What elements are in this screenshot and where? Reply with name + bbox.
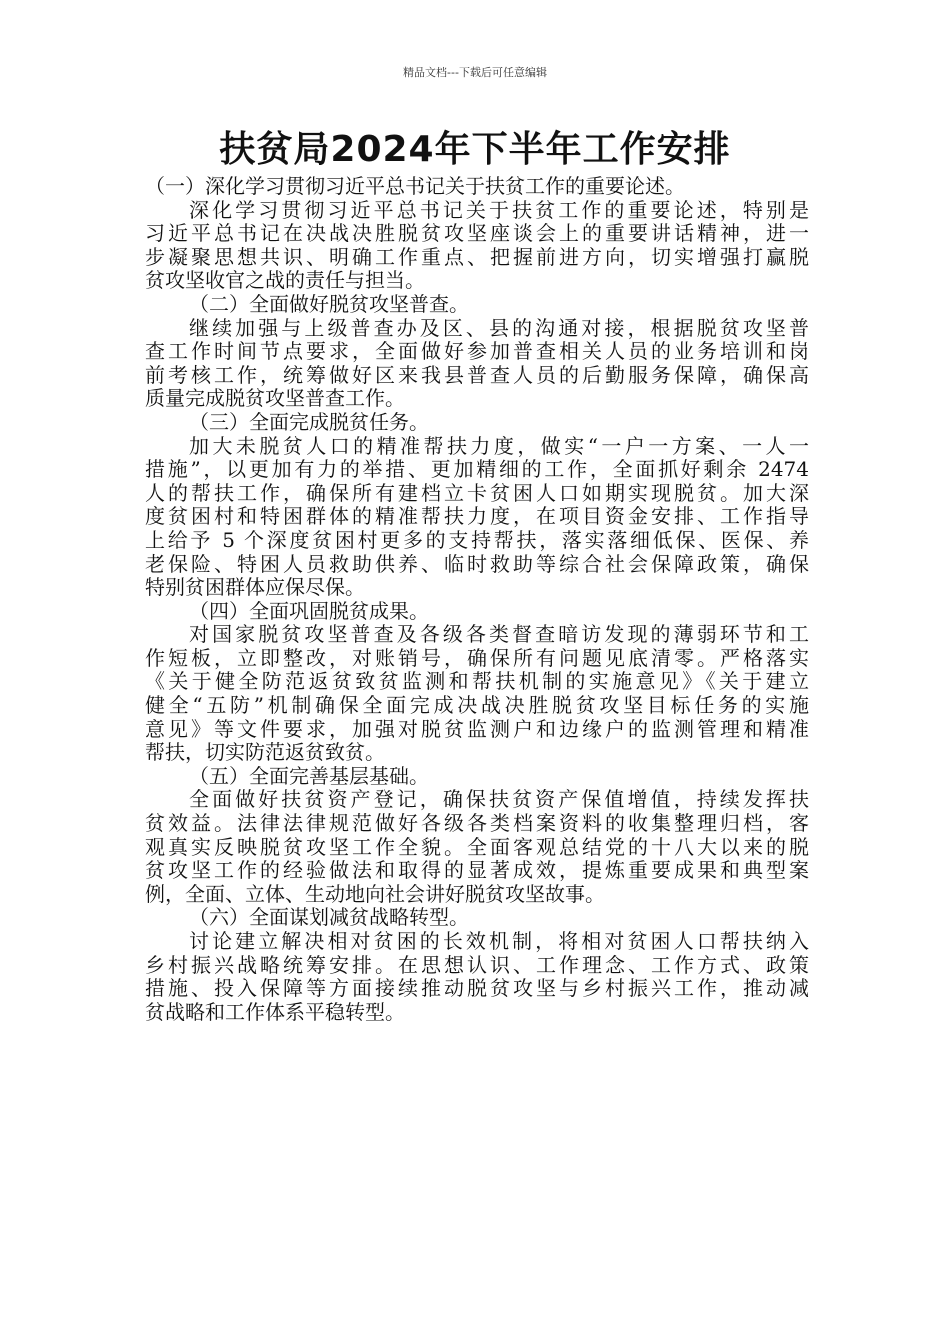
- paragraph-line: 例，全面、立体、生动地向社会讲好脱贫攻坚故事。: [145, 882, 605, 906]
- paragraph-line: 继续加强与上级普查办及区、县的沟通对接，根据脱贫攻坚普: [189, 316, 809, 340]
- paragraph-line: 查工作时间节点要求，全面做好参加普查相关人员的业务培训和岗: [145, 340, 809, 364]
- paragraph-line: 讨论建立解决相对贫困的长效机制，将相对贫困人口帮扶纳入: [189, 930, 809, 953]
- paragraph-line: 帮扶，切实防范返贫致贫。: [145, 741, 385, 765]
- section-heading: （三）全面完成脱贫任务。: [189, 410, 429, 434]
- section-heading: （二）全面做好脱贫攻坚普查。: [189, 292, 469, 316]
- page-title: 扶贫局2024年下半年工作安排: [219, 129, 731, 170]
- document-body: [145, 175, 809, 1024]
- paragraph-line: 贫战略和工作体系平稳转型。: [145, 1000, 405, 1024]
- paragraph-line: 贫攻坚工作的经验做法和取得的显著成效，提炼重要成果和典型案: [145, 859, 809, 883]
- paragraph-line: 度贫困村和特困群体的精准帮扶力度，在项目资金安排、工作指导: [145, 505, 809, 529]
- paragraph-line: 上给予 5 个深度贫困村更多的支持帮扶，落实落细低保、医保、养: [145, 528, 809, 552]
- section-heading: （五）全面完善基层基础。: [189, 764, 429, 788]
- section-heading: （一）深化学习贯彻习近平总书记关于扶贫工作的重要论述。: [145, 175, 685, 198]
- paragraph-line: 前考核工作，统筹做好区来我县普查人员的后勤服务保障，确保高: [145, 363, 809, 387]
- paragraph-line: 老保险、特困人员救助供养、临时救助等综合社会保障政策，确保: [145, 552, 809, 576]
- section-heading: （四）全面巩固脱贫成果。: [189, 599, 429, 623]
- paragraph-line: 全面做好扶贫资产登记，确保扶贫资产保值增值，持续发挥扶: [189, 788, 809, 812]
- paragraph-line: 作短板，立即整改，对账销号，确保所有问题见底清零。严格落实: [145, 646, 809, 670]
- paragraph-line: 贫效益。法律法律规范做好各级各类档案资料的收集整理归档，客: [145, 812, 809, 836]
- paragraph-line: 贫攻坚收官之战的责任与担当。: [145, 269, 425, 293]
- paragraph-line: 措施、投入保障等方面接续推动脱贫攻坚与乡村振兴工作，推动减: [145, 977, 809, 1001]
- header-note: 精品文档---下载后可任意编辑: [403, 66, 547, 79]
- paragraph-line: 深化学习贯彻习近平总书记关于扶贫工作的重要论述，特别是: [189, 198, 809, 222]
- paragraph-line: 习近平总书记在决战决胜脱贫攻坚座谈会上的重要讲话精神，进一: [145, 222, 809, 246]
- paragraph-line: 对国家脱贫攻坚普查及各级各类督查暗访发现的薄弱环节和工: [189, 623, 809, 647]
- paragraph-line: 加大未脱贫人口的精准帮扶力度，做实“一户一方案、一人一: [189, 434, 809, 458]
- paragraph-line: 措施”，以更加有力的举措、更加精细的工作，全面抓好剩余 2474: [145, 458, 809, 482]
- paragraph-line: 质量完成脱贫攻坚普查工作。: [145, 387, 405, 411]
- paragraph-line: 特别贫困群体应保尽保。: [145, 576, 365, 600]
- paragraph-line: 人的帮扶工作，确保所有建档立卡贫困人口如期实现脱贫。加大深: [145, 481, 809, 505]
- section-heading: （六）全面谋划减贫战略转型。: [189, 906, 469, 930]
- paragraph-line: 《关于健全防范返贫致贫监测和帮扶机制的实施意见》《关于建立: [145, 670, 809, 694]
- paragraph-line: 观真实反映脱贫攻坚工作全貌。全面客观总结党的十八大以来的脱: [145, 835, 809, 859]
- paragraph-line: 意见》等文件要求，加强对脱贫监测户和边缘户的监测管理和精准: [145, 717, 809, 741]
- paragraph-line: 健全“五防”机制确保全面完成决战决胜脱贫攻坚目标任务的实施: [145, 694, 809, 718]
- paragraph-line: 乡村振兴战略统筹安排。在思想认识、工作理念、工作方式、政策: [145, 953, 809, 977]
- paragraph-line: 步凝聚思想共识、明确工作重点、把握前进方向，切实增强打赢脱: [145, 245, 809, 269]
